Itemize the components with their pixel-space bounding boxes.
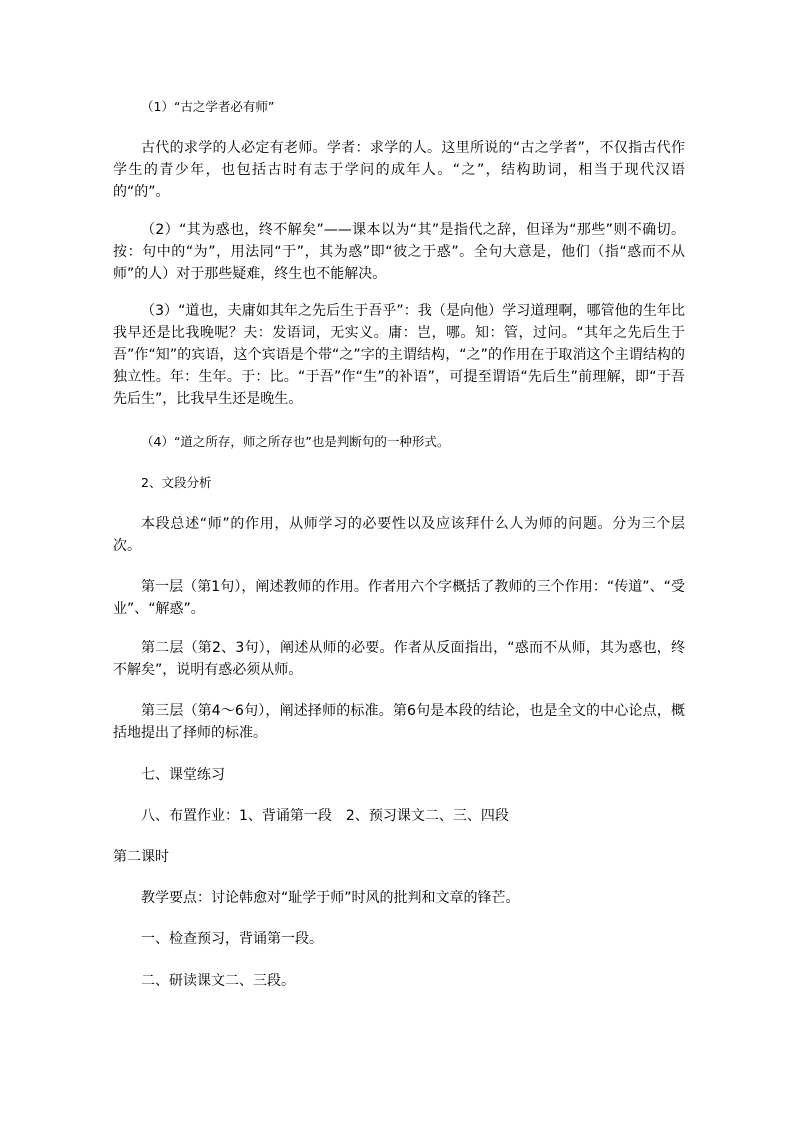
section-2-heading: 2、文段分析	[141, 475, 212, 490]
note-4-body: （4）“道之所存，师之所存也”也是判断句的一种形式。	[141, 434, 450, 449]
note-1-heading: （1）“古之学者必有师”	[141, 99, 275, 114]
lesson-2-step-1: 一、检查预习，背诵第一段。	[141, 931, 323, 947]
note-3-body: （3）“道也，夫庸如其年之先后生于吾乎”：我（是向他）学习道理啊，哪管他的生年比我早还是比我晚呢？夫：发语词，无实义。庸：岂，哪。知：管，过问。“其年之先后生于吾”作“知”的宾语，这个宾语是个带“之”字的主谓结构，“之”的作用在于取消这个主谓结构的独立性。年：生年。于：比。“于吾”作“生”的补语”，可提至谓语“先后生”前理解，即“于吾先后生”，比我早生还是晚生。	[113, 303, 685, 407]
section-8-homework: 八、布置作业：1、背诵第一段 2、预习课文二、三、四段	[141, 808, 509, 824]
note-1-body: 古代的求学的人必定有老师。学者：求学的人。这里所说的“古之学者”，不仅指古代作学生的青少年，也包括古时有志于学问的成年人。“之”，结构助词，相当于现代汉语的“的”。	[113, 140, 685, 200]
analysis-layer-2: 第二层（第2、3句），阐述从师的必要。作者从反面指出，“惑而不从师，其为惑也，终不解矣”，说明有惑必须从师。	[113, 640, 685, 678]
lesson-2-title: 第二课时	[113, 849, 169, 865]
analysis-layer-3: 第三层（第4～6句），阐述择师的标准。第6句是本段的结论，也是全文的中心论点，概括地提出了择师的标准。	[113, 703, 685, 741]
lesson-2-key-points: 教学要点：讨论韩愈对“耻学于师”时风的批判和文章的锋芒。	[141, 890, 520, 906]
analysis-layer-1: 第一层（第1句），阐述教师的作用。作者用六个字概括了教师的三个作用：“传道”、“受业”、“解惑”。	[113, 579, 685, 617]
lesson-2-step-2: 二、研读课文二、三段。	[141, 973, 295, 989]
section-7-heading: 七、课堂练习	[141, 767, 225, 783]
note-2-body: （2）“其为惑也，终不解矣”——课本以为“其”是指代之辞，但译为“那些”则不确切。按：句中的“为”，用法同“于”，其为惑”即“彼之于惑”。全句大意是，他们（指“惑而不从师”的人）对于那些疑难，终生也不能解决。	[113, 222, 685, 282]
analysis-summary: 本段总述“师”的作用，从师学习的必要性以及应该拜什么人为师的问题。分为三个层次。	[113, 516, 685, 554]
